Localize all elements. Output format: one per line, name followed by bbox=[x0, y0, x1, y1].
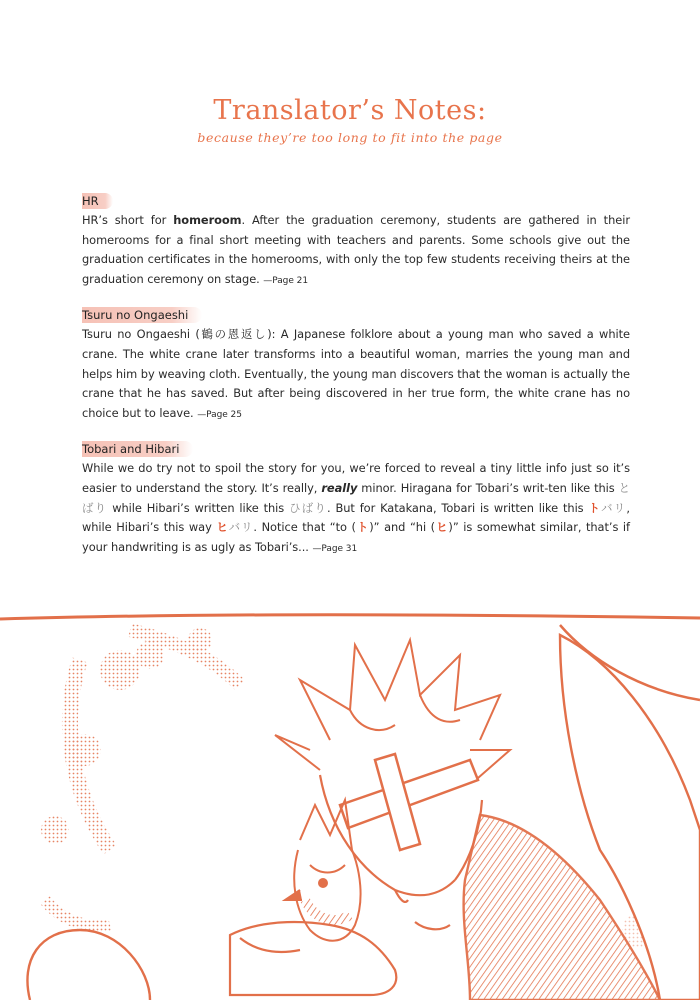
note-text: , while Hibari’s this way bbox=[82, 500, 630, 535]
page-reference: —Page 21 bbox=[263, 275, 308, 286]
page-subtitle: because they’re too long to fit into the page bbox=[197, 130, 503, 145]
note-text: )” and “hi ( bbox=[369, 520, 436, 535]
hiragana-hibari: ひばり bbox=[289, 500, 328, 515]
note-hr bbox=[82, 190, 630, 291]
page-reference: —Page 25 bbox=[197, 409, 242, 420]
page-reference: —Page 31 bbox=[312, 543, 358, 554]
katakana-bari: バリ bbox=[228, 520, 254, 535]
foreground-shape bbox=[27, 930, 150, 1000]
note-text: While we do try not to spoil the story for you, we’re forced to reveal a tiny little info just so it’s easier to understand the story. It’s really, bbox=[82, 461, 630, 495]
note-text: . But for Katakana, Tobari is written like this bbox=[327, 500, 589, 515]
note-heading: Tsuru no Ongaeshi bbox=[82, 307, 202, 323]
note-text: while Hibari’s written like this bbox=[107, 500, 290, 515]
note-text: )” is somewhat similar, that’s if your handwriting is as ugly as Tobari’s... bbox=[82, 520, 631, 554]
sweater bbox=[464, 635, 700, 1000]
katakana-hi: ヒ bbox=[216, 520, 229, 535]
panel-border bbox=[0, 615, 700, 619]
katakana-hi: ヒ bbox=[435, 520, 449, 535]
emphasis-text: really bbox=[321, 480, 358, 495]
note-bold-term: homeroom bbox=[173, 213, 242, 227]
note-tobari-hibari bbox=[82, 438, 630, 559]
note-text: HR’s short for bbox=[82, 213, 174, 227]
note-text: . Notice that “to ( bbox=[253, 520, 356, 535]
note-text: . After the graduation ceremony, students are gathered in their homerooms for a final short meeting with teachers and parents. Some schools give out the graduation certificates in the homerooms, with only the top few students receiving theirs at the graduation ceremony on stage. bbox=[82, 213, 630, 286]
hiragana-tobari: とばり bbox=[82, 480, 630, 515]
note-heading: Tobari and Hibari bbox=[82, 441, 193, 457]
note-heading: HR bbox=[82, 193, 113, 209]
note-body bbox=[82, 211, 630, 291]
katakana-to: ト bbox=[355, 520, 370, 535]
notes-list bbox=[82, 190, 630, 572]
note-body bbox=[82, 459, 630, 559]
note-body bbox=[82, 325, 630, 425]
katakana-to: ト bbox=[588, 500, 602, 515]
note-text: Tsuru no Ongaeshi ( bbox=[82, 327, 200, 342]
manga-illustration bbox=[0, 600, 700, 1000]
note-text: ): A Japanese folklore about a young man who saved a white crane. The white crane later transforms into a beautiful woman, marries the young man and helps him by weaving cloth. Eventually, the young man discovers that the woman is actually the crane that he has saved. But after being discovered in her true form, the white crane has no choice but to leave. bbox=[82, 327, 630, 420]
kanji-text: 鶴の恩返し bbox=[199, 327, 268, 342]
note-tsuru bbox=[82, 304, 630, 425]
face bbox=[320, 754, 482, 929]
note-text: minor. Hiragana for Tobari’s writ-ten like this bbox=[357, 480, 619, 495]
page-title: Translator’s Notes: bbox=[213, 95, 487, 126]
katakana-bari: バリ bbox=[601, 500, 627, 515]
